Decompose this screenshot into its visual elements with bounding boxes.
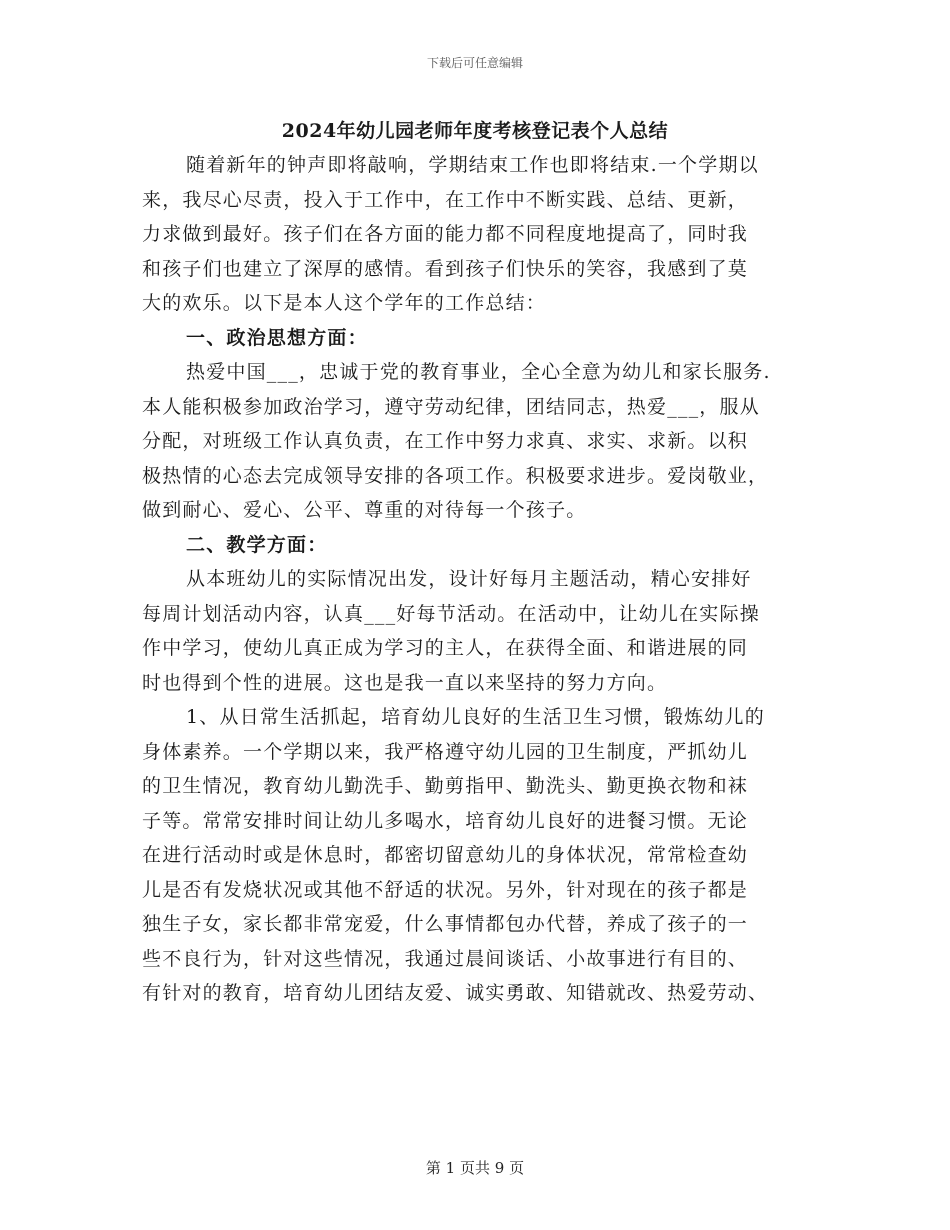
- paragraph-line: 每周计划活动内容，认真___好每节活动。在活动中，让幼儿在实际操: [142, 602, 760, 625]
- page-footer: 第 1 页共 9 页: [425, 1159, 525, 1177]
- paragraph-line: 子等。常常安排时间让幼儿多喝水，培育幼儿良好的进餐习惯。无论: [142, 809, 749, 832]
- paragraph-line: 和孩子们也建立了深厚的感情。看到孩子们快乐的笑容，我感到了莫: [142, 257, 749, 280]
- paragraph-line: 力求做到最好。孩子们在各方面的能力都不同程度地提高了，同时我: [142, 223, 749, 245]
- section-heading: 二、教学方面：: [186, 533, 328, 556]
- paragraph-line: 做到耐心、爱心、公平、尊重的对待每一个孩子。: [142, 499, 587, 521]
- paragraph-line: 有针对的教育，培育幼儿团结友爱、诚实勇敢、知错就改、热爱劳动、: [142, 982, 769, 1004]
- paragraph-line: 1、从日常生活抓起，培育幼儿良好的生活卫生习惯，锻炼幼儿的: [186, 706, 765, 728]
- paragraph-line: 些不良行为，针对这些情况，我通过晨间谈话、小故事进行有目的、: [142, 947, 749, 970]
- document-body: [142, 148, 810, 1011]
- paragraph-line: 独生子女，家长都非常宠爱，什么事情都包办代替，养成了孩子的一: [142, 913, 749, 935]
- paragraph-line: 时也得到个性的进展。这也是我一直以来坚持的努力方向。: [142, 671, 668, 694]
- paragraph-line: 从本班幼儿的实际情况出发，设计好每月主题活动，精心安排好: [186, 568, 752, 590]
- header-note: 下载后可任意编辑: [426, 56, 523, 70]
- paragraph-line: 大的欢乐。以下是本人这个学年的工作总结：: [142, 292, 547, 314]
- paragraph-line: 本人能积极参加政治学习，遵守劳动纪律，团结同志，热爱___，服从: [142, 395, 760, 418]
- paragraph-line: 身体素养。一个学期以来，我严格遵守幼儿园的卫生制度，严抓幼儿: [142, 740, 749, 763]
- paragraph-line: 儿是否有发烧状况或其他不舒适的状况。另外，针对现在的孩子都是: [142, 878, 749, 901]
- paragraph-line: 热爱中国___，忠诚于党的教育事业，全心全意为幼儿和家长服务.: [186, 361, 771, 383]
- paragraph-line: 分配，对班级工作认真负责，在工作中努力求真、求实、求新。以积: [142, 430, 749, 452]
- section-heading: 一、政治思想方面：: [186, 326, 368, 349]
- paragraph-line: 来，我尽心尽责，投入于工作中，在工作中不断实践、总结、更新，: [142, 188, 749, 211]
- paragraph-line: 的卫生情况，教育幼儿勤洗手、勤剪指甲、勤洗头、勤更换衣物和袜: [142, 775, 749, 797]
- paragraph-line: 极热情的心态去完成领导安排的各项工作。积极要求进步。爱岗敬业，: [142, 464, 769, 487]
- paragraph-line: 作中学习，使幼儿真正成为学习的主人，在获得全面、和谐进展的同: [142, 637, 749, 659]
- paragraph-line: 随着新年的钟声即将敲响，学期结束工作也即将结束.一个学期以: [186, 154, 759, 176]
- document-title: 2024年幼儿园老师年度考核登记表个人总结: [281, 120, 669, 142]
- paragraph-line: 在进行活动时或是休息时，都密切留意幼儿的身体状况，常常检查幼: [142, 844, 749, 866]
